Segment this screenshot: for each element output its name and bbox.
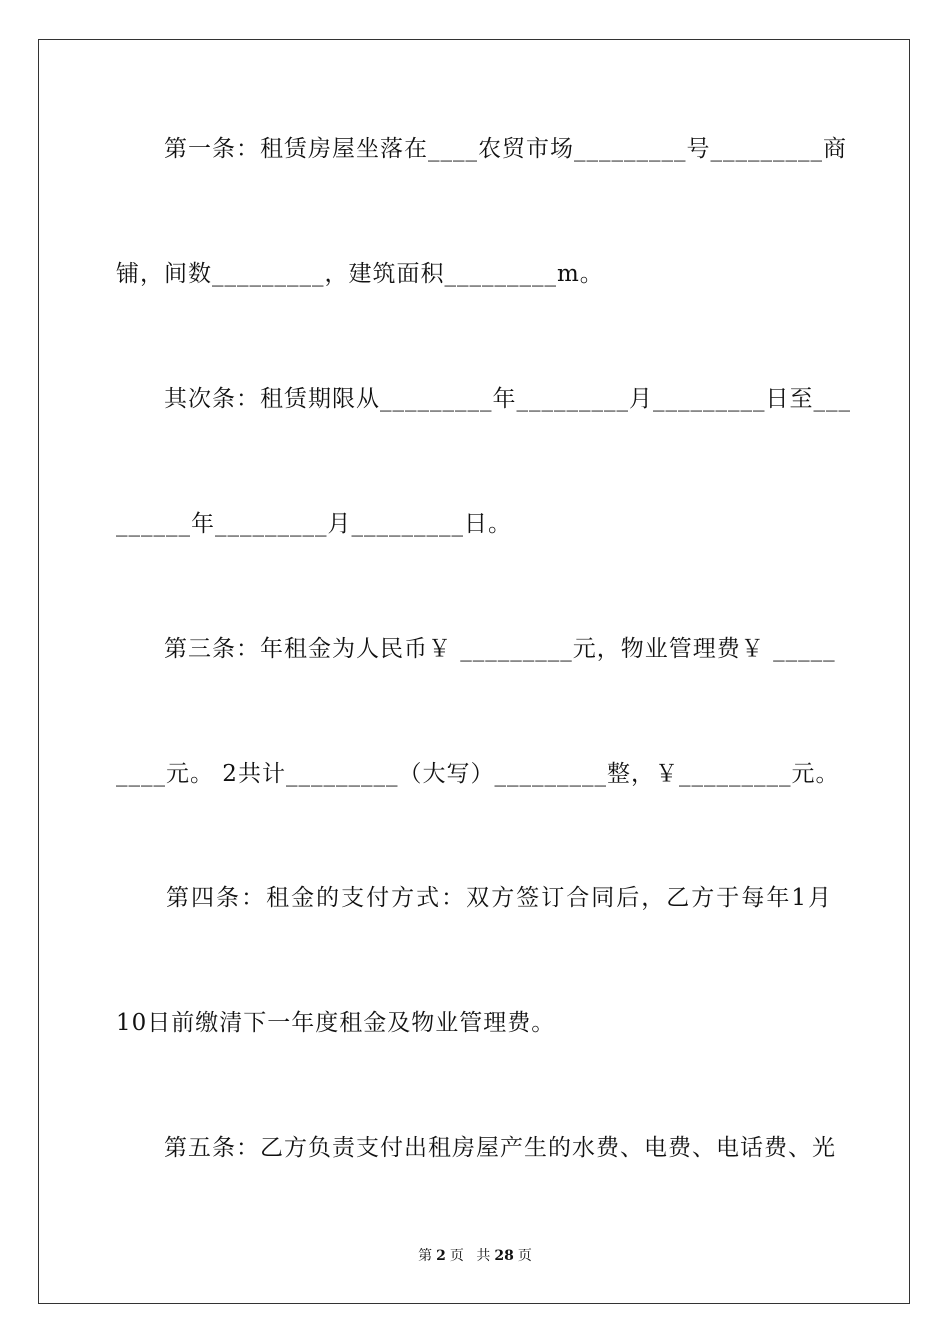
clause-4-line-1: 第四条：租金的支付方式：双方签订合同后，乙方于每年1月 (116, 885, 832, 911)
page-footer (0, 1246, 950, 1266)
footer-page-label: 第 2 页 (418, 1248, 464, 1264)
clause-2-line-2: ______年_________月_________日。 (116, 511, 512, 537)
clause-3-line-2: ____元。 2共计_________（大写）_________整，￥_________元。 (116, 761, 840, 787)
page-border (38, 39, 910, 1304)
footer-total-label: 共 28 页 (476, 1248, 532, 1264)
clause-4-line-2: 10日前缴清下一年度租金及物业管理费。 (116, 1010, 556, 1036)
clause-3-line-1: 第三条：年租金为人民币￥ _________元，物业管理费￥ _____ (116, 636, 836, 662)
clause-2-line-1: 其次条：租赁期限从_________年_________月_________日至___ (116, 386, 851, 412)
clause-1-line-1: 第一条：租赁房屋坐落在____农贸市场_________号_________商 (116, 136, 847, 162)
clause-5-line-1: 第五条：乙方负责支付出租房屋产生的水费、电费、电话费、光 (116, 1135, 836, 1161)
clause-1-line-2: 铺，间数_________，建筑面积_________m。 (116, 261, 604, 287)
